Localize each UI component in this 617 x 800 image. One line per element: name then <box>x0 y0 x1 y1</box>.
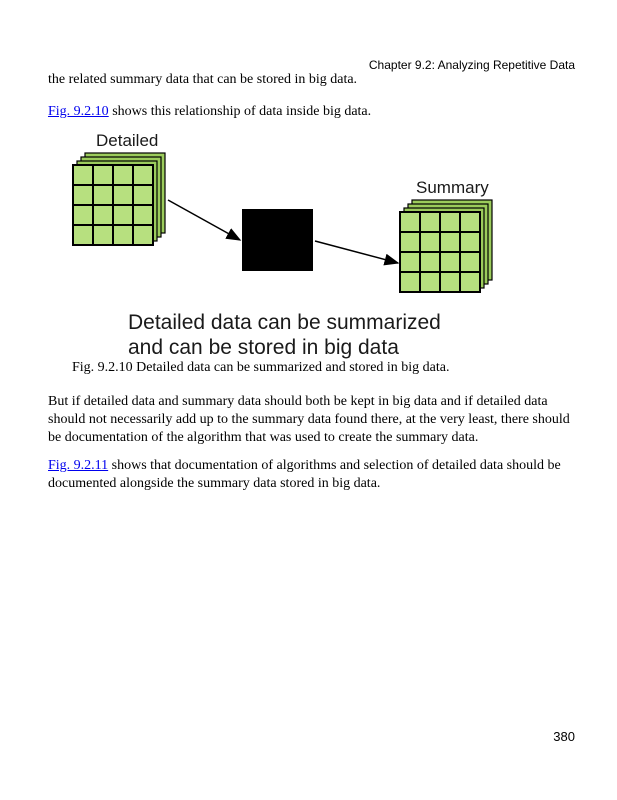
cube-cell <box>460 252 480 272</box>
cube-cell <box>133 165 153 185</box>
cube-cell <box>420 212 440 232</box>
cube-cell <box>93 225 113 245</box>
label-detailed: Detailed <box>96 131 159 150</box>
cube-cell <box>440 232 460 252</box>
cube-cell <box>113 225 133 245</box>
running-header: Chapter 9.2: Analyzing Repetitive Data <box>368 58 575 72</box>
figure-caption: Fig. 9.2.10 Detailed data can be summarized and stored in big data. <box>72 360 450 375</box>
summary-data-cube <box>400 200 492 292</box>
figure-inner-caption <box>128 310 441 360</box>
paragraph-intro: the related summary data that can be stored in big data. <box>48 72 358 87</box>
cube-cell <box>440 212 460 232</box>
cube-cell <box>73 165 93 185</box>
cube-cell <box>460 272 480 292</box>
figure-inner-caption-line1: Detailed data can be summarized <box>128 311 441 334</box>
figure-diagram <box>60 125 520 315</box>
cube-cell <box>460 232 480 252</box>
paragraph-figure-ref-2-text: shows that documentation of algorithms and selection of detailed data should be documented alongside the summary data stored in big data. <box>48 458 561 491</box>
cube-cell <box>420 252 440 272</box>
paragraph-figure-ref-text: shows this relationship of data inside big data. <box>108 104 372 119</box>
paragraph-figure-ref-2 <box>48 457 578 493</box>
figure-inner-caption-line2: and can be stored in big data <box>128 336 399 359</box>
cube-cell <box>133 185 153 205</box>
cube-cell <box>420 272 440 292</box>
fig-9-2-11-link[interactable]: Fig. 9.2.11 <box>48 458 109 473</box>
cube-cell <box>93 185 113 205</box>
cube-cell <box>93 165 113 185</box>
cube-cell <box>400 252 420 272</box>
cube-cell <box>460 212 480 232</box>
cube-cell <box>133 205 153 225</box>
paragraph-documentation: But if detailed data and summary data should both be kept in big data and if detailed data should not necessarily add up to the summary data found there, at the very least, there should be documentation of the algorithm that was used to create the summary data. <box>48 394 570 445</box>
arrow-detailed-to-box <box>168 200 240 240</box>
cube-cell <box>133 225 153 245</box>
cube-cell <box>420 232 440 252</box>
cube-cell <box>73 185 93 205</box>
cube-cell <box>73 225 93 245</box>
paragraph-figure-ref <box>48 103 578 121</box>
page-number: 380 <box>553 729 575 744</box>
cube-cell <box>113 205 133 225</box>
algorithm-black-box <box>242 209 313 271</box>
cube-cell <box>440 252 460 272</box>
cube-cell <box>113 185 133 205</box>
cube-cell <box>400 212 420 232</box>
label-summary: Summary <box>416 178 489 197</box>
fig-9-2-10-link[interactable]: Fig. 9.2.10 <box>48 104 109 119</box>
cube-cell <box>73 205 93 225</box>
cube-cell <box>93 205 113 225</box>
cube-cell <box>400 232 420 252</box>
cube-cell <box>400 272 420 292</box>
detailed-data-cube <box>73 153 165 245</box>
cube-cell <box>113 165 133 185</box>
arrow-box-to-summary <box>315 241 398 263</box>
cube-cell <box>440 272 460 292</box>
